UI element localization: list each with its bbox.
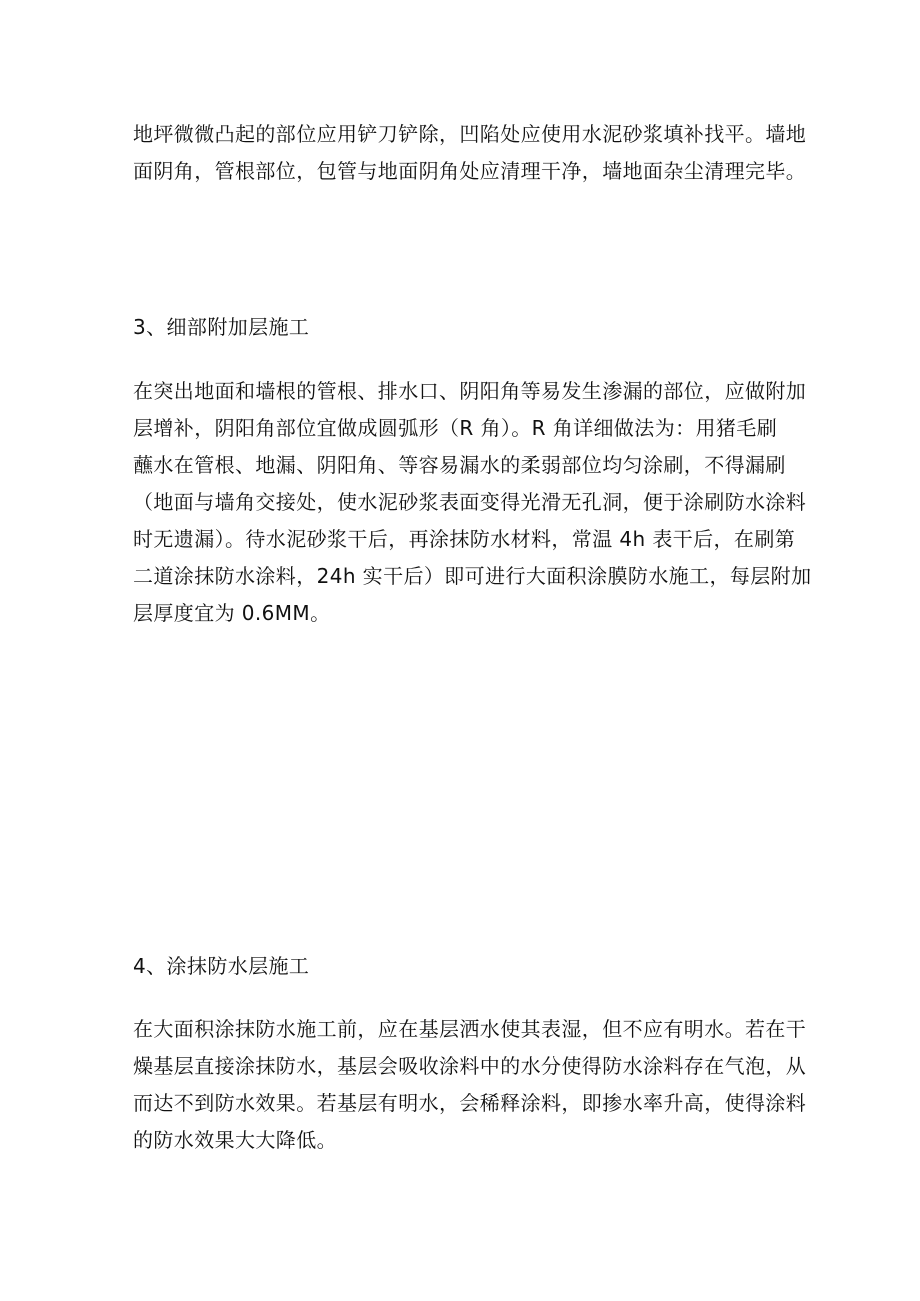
text-line: 地坪微微凸起的部位应用铲刀铲除，凹陷处应使用水泥砂浆填补找平。墙地 (133, 122, 807, 146)
text-line: 二道涂抹防水涂料，24h 实干后）即可进行大面积涂膜防水施工，每层附加 (133, 564, 812, 588)
text-line: 层增补，阴阳角部位宜做成圆弧形（R 角）。R 角详细做法为：用猪毛刷 (133, 416, 778, 440)
text-line: 面阴角，管根部位，包管与地面阴角处应清理干净，墙地面杂尘清理完毕。 (133, 159, 807, 183)
text-line: 而达不到防水效果。若基层有明水，会稀释涂料，即掺水率升高，使得涂料 (133, 1091, 807, 1115)
paragraph-surface-prep (133, 116, 813, 190)
text-line: 的防水效果大大降低。 (133, 1128, 337, 1152)
section-heading-4: 4、涂抹防水层施工 (133, 954, 310, 978)
text-line: 在大面积涂抹防水施工前，应在基层洒水使其表湿，但不应有明水。若在干 (133, 1017, 807, 1041)
text-line: 时无遗漏）。待水泥砂浆干后，再涂抹防水材料，常温 4h 表干后，在刷第 (133, 527, 796, 551)
text-line: 燥基层直接涂抹防水，基层会吸收涂料中的水分使得防水涂料存在气泡，从 (133, 1054, 807, 1078)
text-line: 层厚度宜为 0.6MM。 (133, 601, 331, 625)
text-line: 蘸水在管根、地漏、阴阳角、等容易漏水的柔弱部位均匀涂刷，不得漏刷 (133, 453, 786, 477)
paragraph-detail-layer (133, 373, 813, 632)
paragraph-waterproof-layer (133, 1011, 813, 1159)
text-line: 在突出地面和墙根的管根、排水口、阴阳角等易发生渗漏的部位，应做附加 (133, 379, 807, 403)
section-heading-3: 3、细部附加层施工 (133, 315, 310, 339)
text-line: （地面与墙角交接处，使水泥砂浆表面变得光滑无孔洞，便于涂刷防水涂料 (133, 490, 807, 514)
